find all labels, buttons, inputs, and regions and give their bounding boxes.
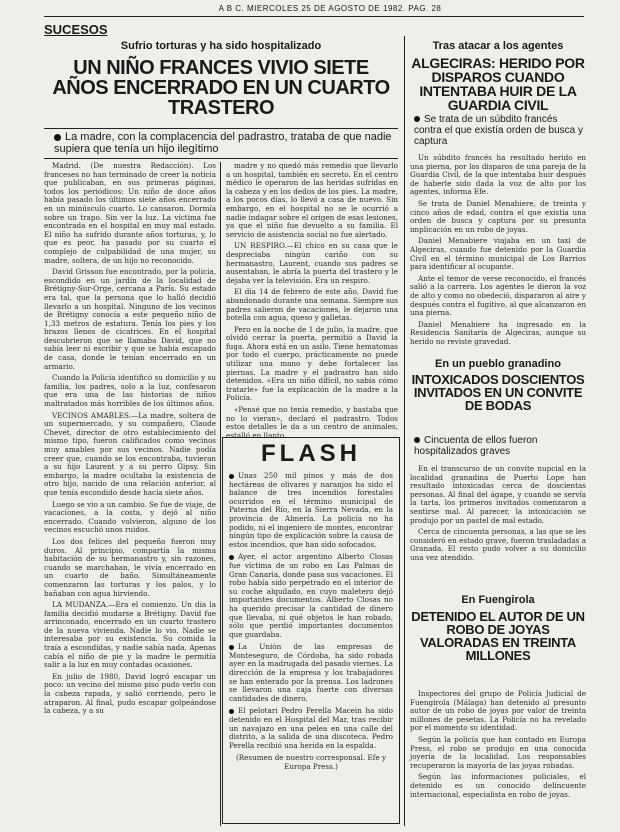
page-header: A B C. MIERCOLES 25 DE AGOSTO DE 1982. PAG. 28 <box>218 4 442 13</box>
paragraph: Según las informaciones policiales, el detenido es un conocido delincuente internacional, especialista en robo de joyas. <box>410 772 586 799</box>
column-divider <box>220 162 221 826</box>
right-column-divider <box>404 36 405 826</box>
flash-box <box>222 437 400 824</box>
paragraph: UN RESPIRO.—El chico en su casa que le despreciaba ningún cariño con su hermanastro, Laurent, cuando sus padres se ausentaban, le abría la puerta del trastero y le dejaba ver la televisión. Era un respiro. <box>226 241 398 285</box>
paragraph: Se trata de Daniel Menabiere, de treinta y cinco años de edad, contra el que existía una orden de busca y captura por su presunta implicación en un robo de joyas. <box>410 198 586 234</box>
deck-bullet-icon <box>54 134 61 141</box>
header-rule <box>44 16 584 17</box>
story3-headline: DETENIDO EL AUTOR DE UN ROBO DE JOYAS VALORADAS EN TREINTA MILLONES <box>411 609 585 663</box>
flash-item <box>229 707 393 750</box>
flash-item <box>229 472 393 549</box>
flash-item-text: Ayer, el actor argentino Alberto Closas fue víctima de un robo en Las Palmas de Gran Canaria, donde pasa sus vacaciones. El robo había sido perpetrado en el interior de su coche alquilado, en cuyo maletero dejó importantes documentos. Alberto Closas no ha querido precisar la cantidad de dinero que llevaba, ni qué objetos le han robado, sólo que perdió importantes documentos que guardaba. <box>229 552 393 639</box>
story2-kicker: En un pueblo granadino <box>435 358 561 370</box>
paragraph: Según la policía que han contado en Europa Press, el robo se produjo en una conocida joyería de la localidad. Los responsables recuperaron la mayoría de las joyas robadas. <box>410 734 586 770</box>
flash-bullet-icon <box>229 474 234 479</box>
right-deck-text: Se trata de un súbdito francés contra el que existía orden de busca y captura <box>414 114 583 148</box>
paragraph: «Pensé que no tenía remedio, y bastaba que no lo vieran», declaró el padrastro. Todos estos detalles le da a un centro de animales, estalló en llanto. <box>226 405 398 440</box>
main-headline: UN NIÑO FRANCES VIVIO SIETE AÑOS ENCERRADO EN UN CUARTO TRASTERO <box>52 57 390 119</box>
paragraph: madre y no quedó más remedio que llevarlo a un hospital, también en secreto. En el centro médico le operaron de las heridas sufridas en la cabeza y en los dedos de los pies. La madre, a los pocos días, lo llevó a casa de nuevo. Sin embargo, en el hospital no se le ocurrió a nadie indagar sobre el origen de esas lesiones, ya que el niño fue devuelto a su familia. El servicio de asistencia social no fue alertado. <box>226 161 398 239</box>
story3-kicker: En Fuengirola <box>461 594 535 606</box>
flash-credit: (Resumen de nuestro corresponsal. Efe y Europa Press.) <box>235 753 387 771</box>
paragraph: Un súbdito francés ha resultado herido en una pierna, por los disparos de una pareja de la Guardia Civil, de la que intentaba huir después de haberle sido dada la voz de alto por los agentes, informa Efe. <box>410 153 586 197</box>
flash-bullet-icon <box>229 709 234 714</box>
story3-body <box>410 690 586 826</box>
paragraph: David Grisson fue encontrado, por la policía, escondido en un jardín de la localidad de Brétigny-Sur-Orge, cercana a París. Su estado era tal, que la persona que lo halló decidió llevarlo a un hospital. Ninguno de los vecinos de Brétigny conocía a este pequeño niño de 1,33 metros de estatura. Tenía los pies y los brazos llenos de cicatrices. En el hospital descubrieron que se llamaba David, que no sabía leer ni escribir y que se había escapado de casa, donde le tenían encerrado en un armario. <box>44 267 216 371</box>
flash-item <box>229 553 393 639</box>
right-body <box>410 154 586 352</box>
paragraph: Madrid. (De nuestra Redacción). Los franceses no han terminado de creer la noticia que publicaban, en sus primeras páginas, todos los periódicos: Un niño de doce años había pasado los últimos siete años encerrado en un minúsculo cuarto. Lo cansaron. Dormía sobre un trapo. Sin ver la luz. La víctima fue encontrada en el hospital en muy mal estado. El niño ha sufrido durante años torturas, y, lo que es peor, ha pasado por su cuarto el complejo de culpabilidad de una mujer, su madre, soltera, de un hijo no reconocido. <box>44 161 216 265</box>
right-headline: ALGECIRAS: HERIDO POR DISPAROS CUANDO INTENTABA HUIR DE LA GUARDIA CIVIL <box>411 55 585 113</box>
deck-bullet-icon <box>414 437 420 443</box>
story2-deck <box>414 435 586 457</box>
main-deck-text: La madre, con la complacencia del padrastro, trataba de que nadie supiera que tenía un hijo ilegítimo <box>54 131 392 156</box>
section-label: SUCESOS <box>44 22 108 37</box>
paragraph: Daniel Menabiere ha ingresado en la Residencia Sanitaria de Algeciras, aunque su herido no reviste gravedad. <box>410 319 586 346</box>
paragraph: Cerca de cincuenta personas, a las que se les consideró en estado grave, fueron trasladadas a Granada. El resto pudo volver a su domicilio una vez atendido. <box>410 527 586 562</box>
flash-item-text: El pelotari Pedro Perella Macein ha sido detenido en el Hospital del Mar, tras recibir un navajazo en una pelea en una calle del distrito, a la salida de una discoteca. Pedro Perella recibió una herida en la espalda. <box>229 706 393 750</box>
paragraph: Ante el temor de verse reconocido, el francés salió a la carrera. Los agentes le dieron la voz de alto y como no obedeció, dispararon al aire y después contra el fugitivo, al que alcanzaron en una pierna. <box>410 273 586 318</box>
paragraph: En julio de 1980, David logró escapar un poco: un vecino del mismo piso pudo verlo con la cabeza rapada, y salió corriendo, pero le atraparon. Al final, pudo escapar golpeándose la cabeza, y a su <box>44 671 216 716</box>
main-body-col2 <box>226 161 398 440</box>
right-deck <box>414 114 586 148</box>
paragraph: Inspectores del grupo de Policía Judicial de Fuengirola (Málaga) han detenido al presunto autor de un robo de joyas por valor de treinta millones de pesetas. La Policía no ha revelado por el momento su identidad. <box>410 689 586 733</box>
flash-item <box>229 643 393 703</box>
flash-items <box>229 472 393 812</box>
paragraph: Luego se vio a un cambio. Se fue de viaje, de vacaciones, a la costa, y dejó al niño encerrado. Cuando volvieron, alguno de los vecinos escuchó unos ruidos. <box>44 499 216 535</box>
story2-deck-text: Cincuenta de ellos fueron hospitalizados graves <box>414 435 538 458</box>
paragraph: Cuando la Policía identificó su domicilio y su familia, los padres, solo a la luz, confesaron que era una de las historias de niños maltratados más horribles de los últimos años. <box>44 373 216 409</box>
flash-bullet-icon <box>229 555 234 560</box>
paragraph: LA MUDANZA.—Era el comienzo. Un día la familia decidió mudarse a Brétigny. David fue arrinconado, encerrado en un cuarto trastero de la nueva vivienda. Nadie lo vio. Nadie se interesaba por su existencia. Su comida la traía a escondidas, y nadie sabía nada. Apenas cabía el niño de pie y la madre le permitía salir a la luz en muy contadas ocasiones. <box>44 600 216 670</box>
flash-item-text: Unas 250 mil pinos y más de dos hectáreas de olivares y naranjos ha sido el balance de tres incendios forestales ocurridos en el término municipal de Paterna del Río, en la Sierra Nevada, en la provincia de Almería. La policía no ha podido, ni el ingeniero de montes, encontrar ningún tipo de explicación sobre la causa de estos incendios, que han sido sofocados. <box>229 471 393 549</box>
right-kicker: Tras atacar a los agentes <box>432 40 564 52</box>
paragraph: VECINOS AMABLES.—La madre, soltera de un supermercado, y su compañero, Claude Chevet, director de otro establecimiento del mismo tipo, fueron calificados como vecinos muy amables por sus vecinos. Nadie podía creer que, cuando se los encontraba, tuvieran a su hijo Laurent y a su perro Gipsy. Sin embargo, la madre ocultaba la existencia de otro hijo, nacido de una relación anterior, al que tenía escondido desde hacía siete años. <box>44 410 216 497</box>
main-kicker: Sufrio torturas y ha sido hospitalizado <box>120 40 322 52</box>
paragraph: Pero en la noche de 1 de julio, la madre, que olvidó cerrar la puerta, permitió a David la fuga. Ahora está en un asilo. Tiene hematomas por todo el cuerpo, prácticamente no puede utilizar una mano y debe fortalecer las piernas. La madre y el padrastro han sido detenidos. «Era un niño difícil, no sabía cómo tratarle» fue la explicación de la madre a la Policía. <box>226 324 398 403</box>
paragraph: Daniel Menabiere viajaba en un taxi de Algeciras, cuando fue detenido por la Guardia Civil en el término municipal de Los Barrios para identificar al ocupante. <box>410 236 586 272</box>
paragraph: En el transcurso de un convite nupcial en la localidad granadina de Puerto Lope han resultado intoxicadas cerca de doscientas personas. Al final del ágape, y cuando se servía la tarta, los primeros invitados comenzaron a sentirse mal. Al parecer, la intoxicación se produjo por un pastel de mal estado. <box>410 464 586 525</box>
main-headline-rule <box>44 128 398 129</box>
paragraph: Los dos felices del pequeño fueron muy duros. Al principio, compartía la misma habitación de su hermanastro y, sin razones, cuando se marchaban, le vivía encerrado en un cuarto de baño. Simultáneamente comenzaron las torturas y los palos, y lo bañaban con agua hirviendo. <box>44 536 216 598</box>
paragraph: El día 14 de febrero de este año, David fue abandonado durante una semana. Siempre sus padres salieron de vacaciones, le dejaron una botella con agua, queso y galletas. <box>226 287 398 323</box>
main-deck <box>54 131 398 156</box>
story2-headline: INTOXICADOS DOSCIENTOS INVITADOS EN UN CONVITE DE BODAS <box>411 372 585 413</box>
deck-rule <box>44 158 398 159</box>
deck-bullet-icon <box>414 116 420 122</box>
flash-item-text: La Unión de las empresas de Monteseguro, de Córdoba, ha sido robada ayer en la madrugada del pasado viernes. La dirección de la empresa y los trabajadores se han enterado por la prensa. Los ladrones se llevaron una caja fuerte con diversas cantidades de dinero. <box>229 642 393 703</box>
story2-body <box>410 465 586 587</box>
main-body-col1 <box>44 162 216 830</box>
flash-bullet-icon <box>229 645 234 650</box>
flash-title: FLASH <box>261 440 361 467</box>
